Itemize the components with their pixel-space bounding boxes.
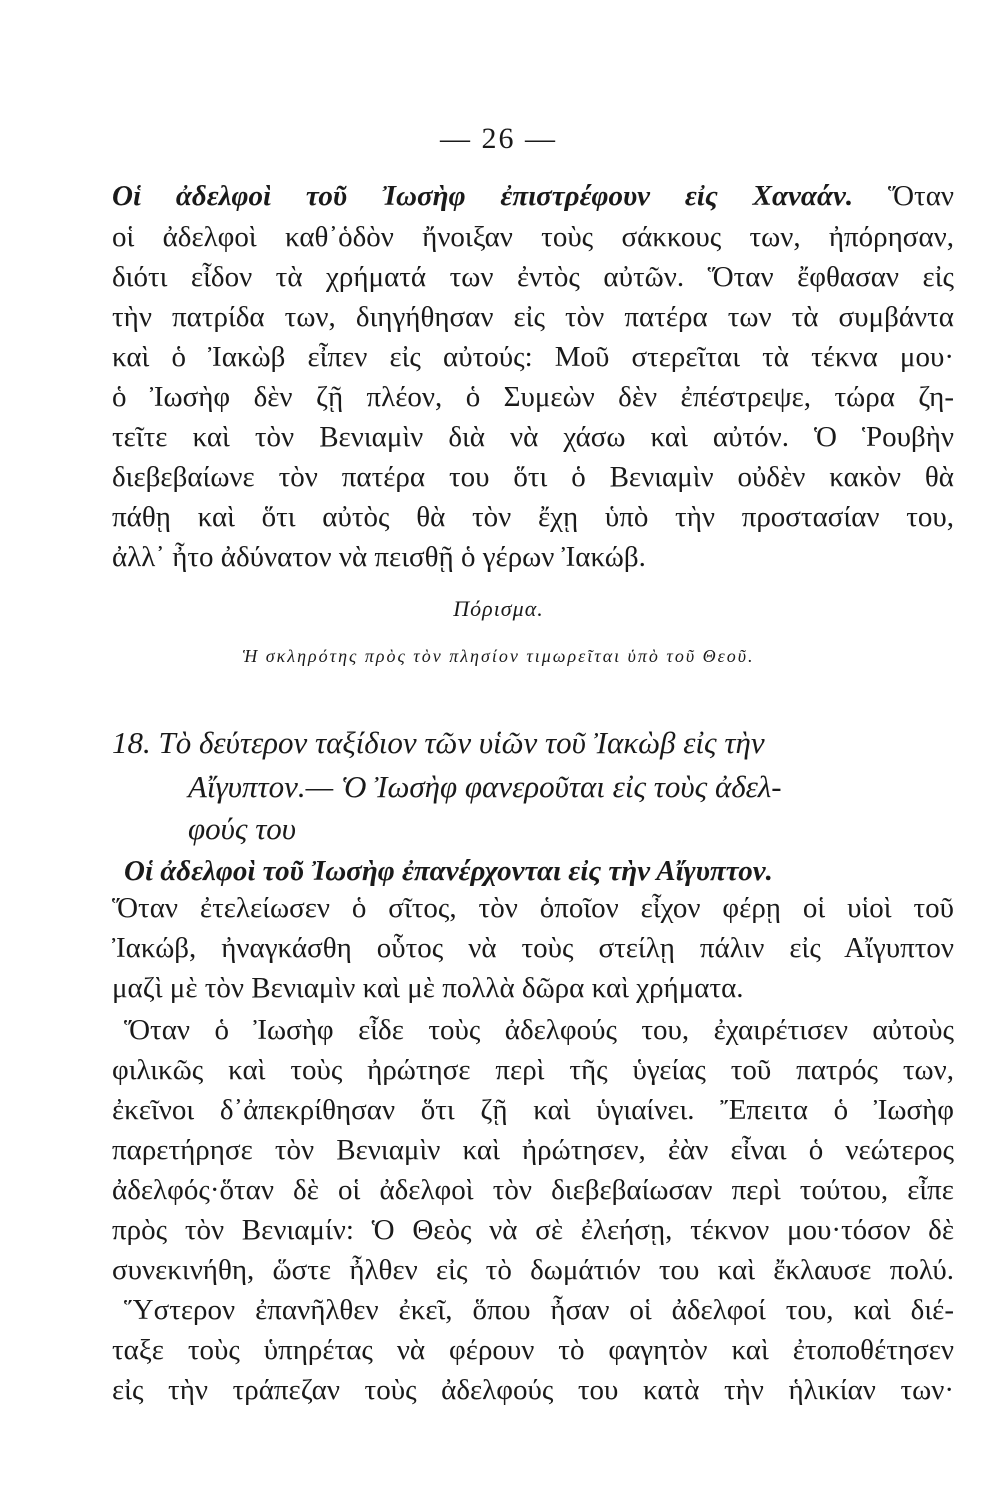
- text-line: [112, 178, 954, 214]
- section-heading: Οἱ ἀδελφοὶ τοῦ Ἰωσὴφ ἐπανέρχονται εἰς τὴν Αἴγυπτον.: [124, 855, 773, 887]
- text-line: μαζὶ μὲ τὸν Βενιαμὶν καὶ μὲ πολλὰ δῶρα καὶ χρήματα.: [112, 972, 744, 1004]
- text-line: Ὅταν ὁ Ἰωσὴφ εἶδε τοὺς ἀδελφούς του, ἐχαιρέτισεν αὐτοὺς: [124, 1014, 954, 1046]
- text-line: Ὅταν ἐτελείωσεν ὁ σῖτος, τὸν ὁποῖον εἶχον φέρῃ οἱ υἱοὶ τοῦ: [112, 892, 954, 924]
- porisma-moral: Ἡ σκληρότης πρὸς τὸν πλησίον τιμωρεῖται ὑπὸ τοῦ Θεοῦ.: [242, 646, 755, 666]
- text-line: διεβεβαίωνε τὸν πατέρα του ὅτι ὁ Βενιαμὶν οὐδὲν κακὸν θὰ: [112, 461, 954, 493]
- text-line: διότι εἶδον τὰ χρήματά των ἐντὸς αὐτῶν. Ὅταν ἔφθασαν εἰς: [112, 261, 954, 293]
- porisma-title: Πόρισμα.: [453, 596, 544, 621]
- text-line: τὴν πατρίδα των, διηγήθησαν εἰς τὸν πατέρα των τὰ συμβάντα: [112, 301, 954, 333]
- chapter-heading-line: 18. Τὸ δεύτερον ταξίδιον τῶν υἱῶν τοῦ Ἰακὼβ εἰς τὴν: [112, 725, 765, 760]
- text-line: ὁ Ἰωσὴφ δὲν ζῇ πλέον, ὁ Συμεὼν δὲν ἐπέστρεψε, τώρα ζη-: [112, 381, 954, 413]
- text-line: πρὸς τὸν Βενιαμίν: Ὁ Θεὸς νὰ σὲ ἐλεήσῃ, τέκνον μου·τόσον δὲ: [112, 1214, 954, 1246]
- text-line: ταξε τοὺς ὑπηρέτας νὰ φέρουν τὸ φαγητὸν καὶ ἐτοποθέτησεν: [112, 1334, 954, 1366]
- chapter-heading-line: φούς του: [188, 811, 297, 846]
- page-number: — 26 —: [440, 122, 557, 155]
- text-line: ἐκεῖνοι δ᾽ἀπεκρίθησαν ὅτι ζῇ καὶ ὑγιαίνει. Ἔπειτα ὁ Ἰωσὴφ: [112, 1094, 954, 1126]
- run-in-heading: Οἱ ἀδελφοὶ τοῦ Ἰωσὴφ ἐπιστρέφουν εἰς Χαναάν.: [112, 180, 854, 212]
- text-line: καὶ ὁ Ἰακὼβ εἶπεν εἰς αὐτούς: Μοῦ στερεῖται τὰ τέκνα μου·: [112, 341, 954, 373]
- text-line: ἀλλ᾽ ἦτο ἀδύνατον νὰ πεισθῇ ὁ γέρων Ἰακώβ.: [112, 541, 646, 573]
- text-line: ἀδελφός·ὅταν δὲ οἱ ἀδελφοὶ τὸν διεβεβαίωσαν περὶ τούτου, εἶπε: [112, 1174, 954, 1206]
- text-line: πάθῃ καὶ ὅτι αὐτὸς θὰ τὸν ἔχῃ ὑπὸ τὴν προστασίαν του,: [112, 501, 954, 533]
- text-line: Ὕστερον ἐπανῆλθεν ἐκεῖ, ὅπου ἦσαν οἱ ἀδελφοί του, καὶ διέ-: [124, 1294, 954, 1326]
- text-line: συνεκινήθη, ὥστε ἦλθεν εἰς τὸ δωμάτιόν του καὶ ἔκλαυσε πολύ.: [112, 1254, 954, 1286]
- text-line: οἱ ἀδελφοὶ καθ᾽ὁδὸν ἤνοιξαν τοὺς σάκκους των, ἠπόρησαν,: [112, 221, 954, 253]
- text-line: φιλικῶς καὶ τοὺς ἠρώτησε περὶ τῆς ὑγείας τοῦ πατρός των,: [112, 1054, 954, 1086]
- text-line: τεῖτε καὶ τὸν Βενιαμὶν διὰ νὰ χάσω καὶ αὐτόν. Ὁ Ῥουβὴν: [112, 421, 954, 453]
- line-text: Ὅταν: [853, 180, 954, 212]
- text-line: παρετήρησε τὸν Βενιαμὶν καὶ ἠρώτησεν, ἐὰν εἶναι ὁ νεώτερος: [112, 1134, 954, 1166]
- text-line: εἰς τὴν τράπεζαν τοὺς ἀδελφούς του κατὰ τὴν ἡλικίαν των·: [112, 1374, 954, 1406]
- text-line: Ἰακώβ, ἠναγκάσθη οὗτος νὰ τοὺς στείλῃ πάλιν εἰς Αἴγυπτον: [112, 932, 954, 964]
- chapter-heading-line: Αἴγυπτον.— Ὁ Ἰωσὴφ φανεροῦται εἰς τοὺς ἀδελ-: [188, 769, 782, 804]
